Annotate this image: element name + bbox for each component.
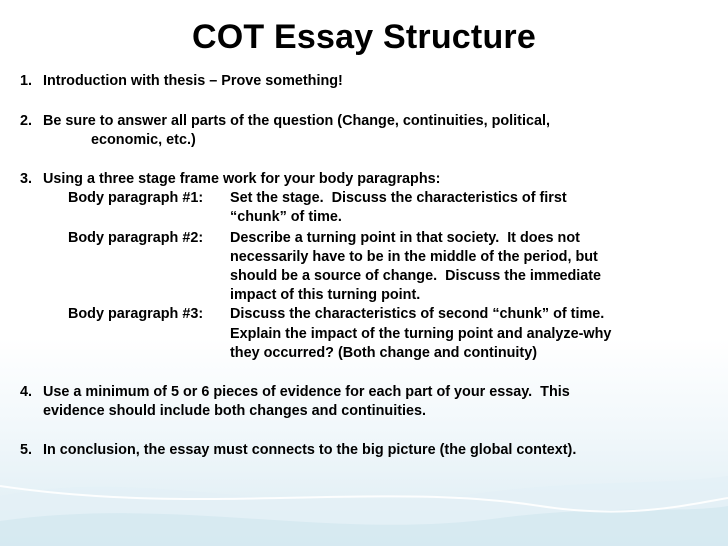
body-paragraph-line: impact of this turning point. <box>230 287 421 303</box>
list-item-number: 4. <box>20 384 33 400</box>
list-item-text: Introduction with thesis – Prove something! <box>43 73 343 89</box>
list-item-number: 3. <box>20 171 33 187</box>
list-item-text: In conclusion, the essay must connects to the big picture (the global context). <box>43 442 577 458</box>
body-paragraph-label: Body paragraph #3: <box>68 306 204 322</box>
body-paragraph-line: necessarily have to be in the middle of the period, but <box>230 249 598 265</box>
list-item-continuation: evidence should include both changes and continuities. <box>43 403 427 419</box>
body-paragraph-line: Discuss the characteristics of second “chunk” of time. <box>230 306 605 322</box>
body-paragraph-line: Explain the impact of the turning point and analyze-why <box>230 326 612 342</box>
list-item-continuation: economic, etc.) <box>91 132 196 148</box>
list-item-number: 2. <box>20 113 33 129</box>
list-item-text: Using a three stage frame work for your body paragraphs: <box>43 171 441 187</box>
list-item-number: 1. <box>20 73 33 89</box>
slide-title: COT Essay Structure <box>192 18 536 56</box>
body-paragraph-line: Set the stage. Discuss the characteristics of first <box>230 190 567 206</box>
body-paragraph-line: should be a source of change. Discuss the immediate <box>230 268 602 284</box>
list-item-text: Be sure to answer all parts of the question (Change, continuities, political, <box>43 113 550 129</box>
body-paragraph-line: they occurred? (Both change and continuity) <box>230 345 538 361</box>
body-paragraph-label: Body paragraph #2: <box>68 230 204 246</box>
list-item-number: 5. <box>20 442 33 458</box>
body-paragraph-line: “chunk” of time. <box>230 209 342 225</box>
body-paragraph-line: Describe a turning point in that society. It does not <box>230 230 580 246</box>
body-paragraph-label: Body paragraph #1: <box>68 190 204 206</box>
list-item-text: Use a minimum of 5 or 6 pieces of evidence for each part of your essay. This <box>43 384 570 400</box>
